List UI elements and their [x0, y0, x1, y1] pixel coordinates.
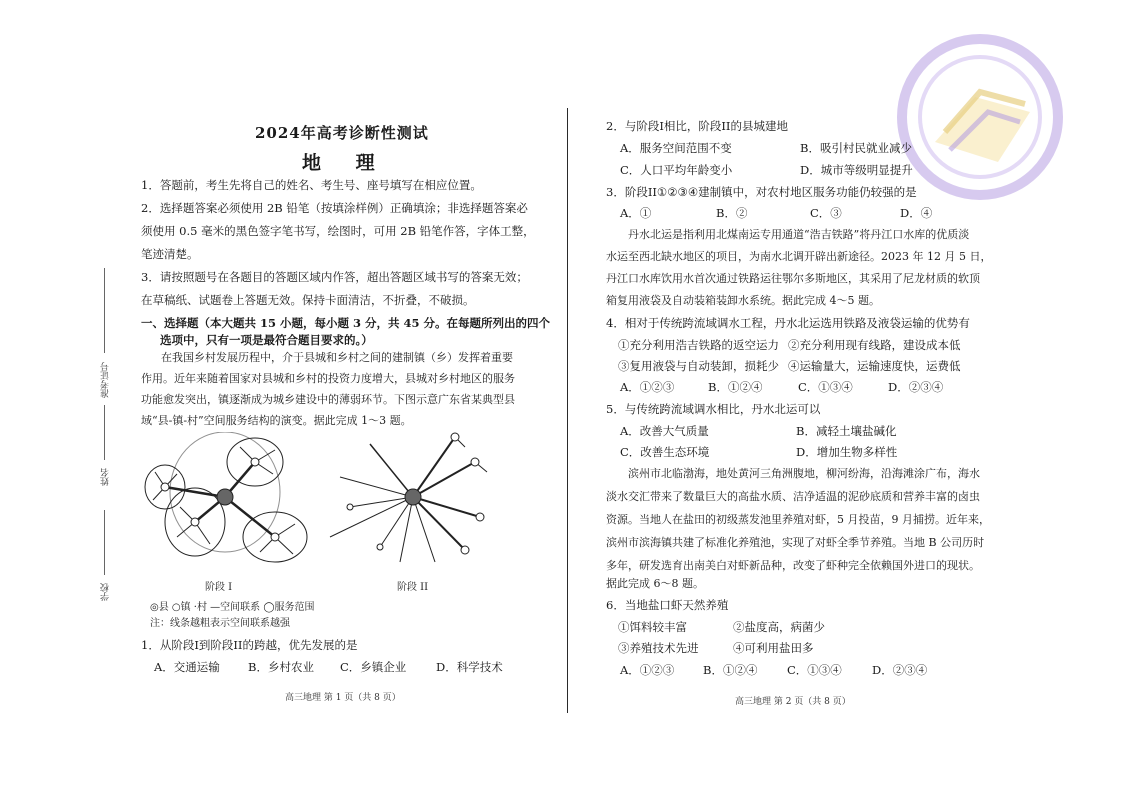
watermark-logo [880, 22, 1080, 212]
passage-3-line-3: 资源。当地人在盐田的初级蒸发池里养殖对虾，5 月投苗，9 月捕捞。近年来， [606, 513, 990, 526]
q4-option-c: C．①③④ [798, 380, 853, 394]
q3-option-d: D．④ [900, 206, 933, 220]
section-heading-2: 选项中，只有一项是最符合题目要求的。） [160, 333, 373, 347]
q6-choice-3: ③养殖技术先进 [618, 641, 699, 655]
instruction-3a: 3．请按照题号在各题目的答题区域内作答，超出答题区域书写的答案无效； [141, 270, 528, 284]
passage-3-line-4: 滨州市滨海镇共建了标准化养殖池，实现了对虾全季节养殖。当地 B 公司历时 [606, 536, 985, 549]
instruction-2b: 须使用 0.5 毫米的黑色签字笔书写，绘图时，可用 2B 铅笔作答，字体工整， [141, 224, 535, 238]
service-structure-figure [135, 432, 535, 597]
q3-option-c: C．③ [810, 206, 842, 220]
passage-3-line-2: 淡水交汇带来了数量巨大的高盐水质、洁净适温的泥砂底质和营养丰富的卤虫 [606, 490, 980, 503]
passage-2-line-3: 丹江口水库饮用水首次通过铁路运往鄂尔多斯地区，其采用了尼龙材质的软顶 [606, 272, 980, 285]
figure-legend: ◎县 ○镇 ·村 —空间联系 ◯服务范围 [150, 602, 315, 613]
q1-option-b: B．乡村农业 [248, 660, 314, 674]
passage-2-line-4: 箱复用液袋及自动装箱装卸水系统。据此完成 4～5 题。 [606, 294, 880, 307]
passage-2-line-1: 丹水北运是指利用北煤南运专用通道“浩吉铁路”将丹江口水库的优质淡 [628, 228, 970, 241]
q2-option-a: A．服务空间范围不变 [620, 141, 732, 155]
q3-option-b: B．② [716, 206, 748, 220]
q2-option-c: C．人口平均年龄变小 [620, 163, 733, 177]
q5-option-a: A．改善大气质量 [620, 424, 709, 438]
q4-choice-1: ①充分利用浩吉铁路的返空运力 [618, 338, 779, 352]
section-heading: 一、选择题（本大题共 15 小题，每小题 3 分，共 45 分。在每题所列出的四个 [141, 316, 551, 330]
q4-option-b: B．①②④ [708, 380, 763, 394]
q4-option-a: A．①②③ [620, 380, 675, 394]
page-1-footer: 高三地理 第 1 页（共 8 页） [285, 693, 401, 703]
passage-1-line-4: 域“县-镇-村”空间服务结构的演变。据此完成 1～3 题。 [141, 414, 412, 427]
q3-option-a: A．① [620, 206, 652, 220]
question-1: 1．从阶段I到阶段II的跨越，优先发展的是 [141, 638, 358, 652]
q6-choice-4: ④可利用盐田多 [733, 641, 814, 655]
stage-2-label: 阶段 II [397, 582, 429, 593]
passage-3-line-1: 滨州市北临渤海，地处黄河三角洲腹地，柳河纷海，沿海滩涂广布，海水 [628, 467, 980, 480]
passage-1-line-3: 功能愈发突出，镇逐渐成为城乡建设中的薄弱环节。下图示意广东省某典型县 [141, 393, 515, 406]
q4-choice-3: ③复用液袋与自动装卸，损耗少 [618, 359, 779, 373]
name-line [104, 405, 105, 460]
instruction-3b: 在草稿纸、试题卷上答题无效。保持卡面清洁，不折叠，不破损。 [141, 293, 475, 307]
question-6: 6．当地盐口虾天然养殖 [606, 598, 729, 612]
question-4: 4．相对于传统跨流域调水工程，丹水北运选用铁路及液袋运输的优势有 [606, 316, 970, 330]
question-3: 3．阶段II①②③④建制镇中，对农村地区服务功能仍较强的是 [606, 185, 917, 199]
q6-option-a: A．①②③ [620, 663, 675, 677]
instruction-2a: 2．选择题答案必须使用 2B 铅笔（按填涂样例）正确填涂；非选择题答案必 [141, 201, 528, 215]
q4-choice-2: ②充分利用现有线路，建设成本低 [788, 338, 961, 352]
name-label: 姓名 [101, 468, 111, 486]
page-divider [567, 108, 568, 713]
q4-choice-4: ④运输量大，运输速度快，运费低 [788, 359, 961, 373]
question-5: 5．与传统跨流域调水相比，丹水北运可以 [606, 402, 821, 416]
q6-option-d: D．②③④ [872, 663, 928, 677]
school-label: 学校 [101, 583, 111, 601]
q5-option-b: B．减轻土壤盐碱化 [796, 424, 897, 438]
passage-3-line-5: 多年，研发选育出南美白对虾新品种，改变了虾种完全依赖国外进口的现状。 [606, 559, 980, 572]
q1-option-a: A．交通运输 [154, 660, 220, 674]
instruction-1: 1．答题前，考生先将自己的姓名、考生号、座号填写在相应位置。 [141, 178, 482, 192]
passage-1-line-1: 在我国乡村发展历程中，介于县城和乡村之间的建制镇（乡）发挥着重要 [161, 351, 513, 364]
q2-option-d: D．城市等级明显提升 [800, 163, 913, 177]
q2-option-b: B．吸引村民就业减少 [800, 141, 912, 155]
instruction-2c: 笔迹清楚。 [141, 247, 199, 261]
q6-option-b: B．①②④ [703, 663, 758, 677]
passage-2-line-2: 水运至西北缺水地区的项目，为南水北调开辟出新途径。2023 年 12 月 5 日， [606, 250, 992, 263]
passage-1-line-2: 作用。近年来随着国家对县城和乡村的投资力度增大，县城对乡村地区的服务 [141, 372, 515, 385]
q1-option-d: D．科学技术 [436, 660, 503, 674]
q6-choice-1: ①饵料较丰富 [618, 620, 687, 634]
q4-option-d: D．②③④ [888, 380, 944, 394]
q5-option-d: D．增加生物多样性 [796, 445, 898, 459]
q1-option-c: C．乡镇企业 [340, 660, 407, 674]
school-line [104, 510, 105, 575]
question-2: 2．与阶段I相比，阶段II的县城建地 [606, 119, 788, 133]
q6-choice-2: ②盐度高，病菌少 [733, 620, 825, 634]
figure-note: 注：线条越粗表示空间联系越强 [150, 618, 290, 629]
stage-2-diagram [330, 433, 487, 562]
exam-id-label: 准考证号 [101, 362, 111, 398]
q5-option-c: C．改善生态环境 [620, 445, 710, 459]
stage-1-diagram [145, 432, 307, 562]
exam-id-line [104, 268, 105, 353]
page-2-footer: 高三地理 第 2 页（共 8 页） [735, 697, 851, 707]
stage-1-label: 阶段 I [205, 582, 233, 593]
passage-3-line-6: 据此完成 6～8 题。 [606, 577, 704, 590]
subject-title: 地 理 [302, 152, 389, 174]
q6-option-c: C．①③④ [787, 663, 842, 677]
exam-title: 2024年高考诊断性测试 [255, 124, 429, 142]
